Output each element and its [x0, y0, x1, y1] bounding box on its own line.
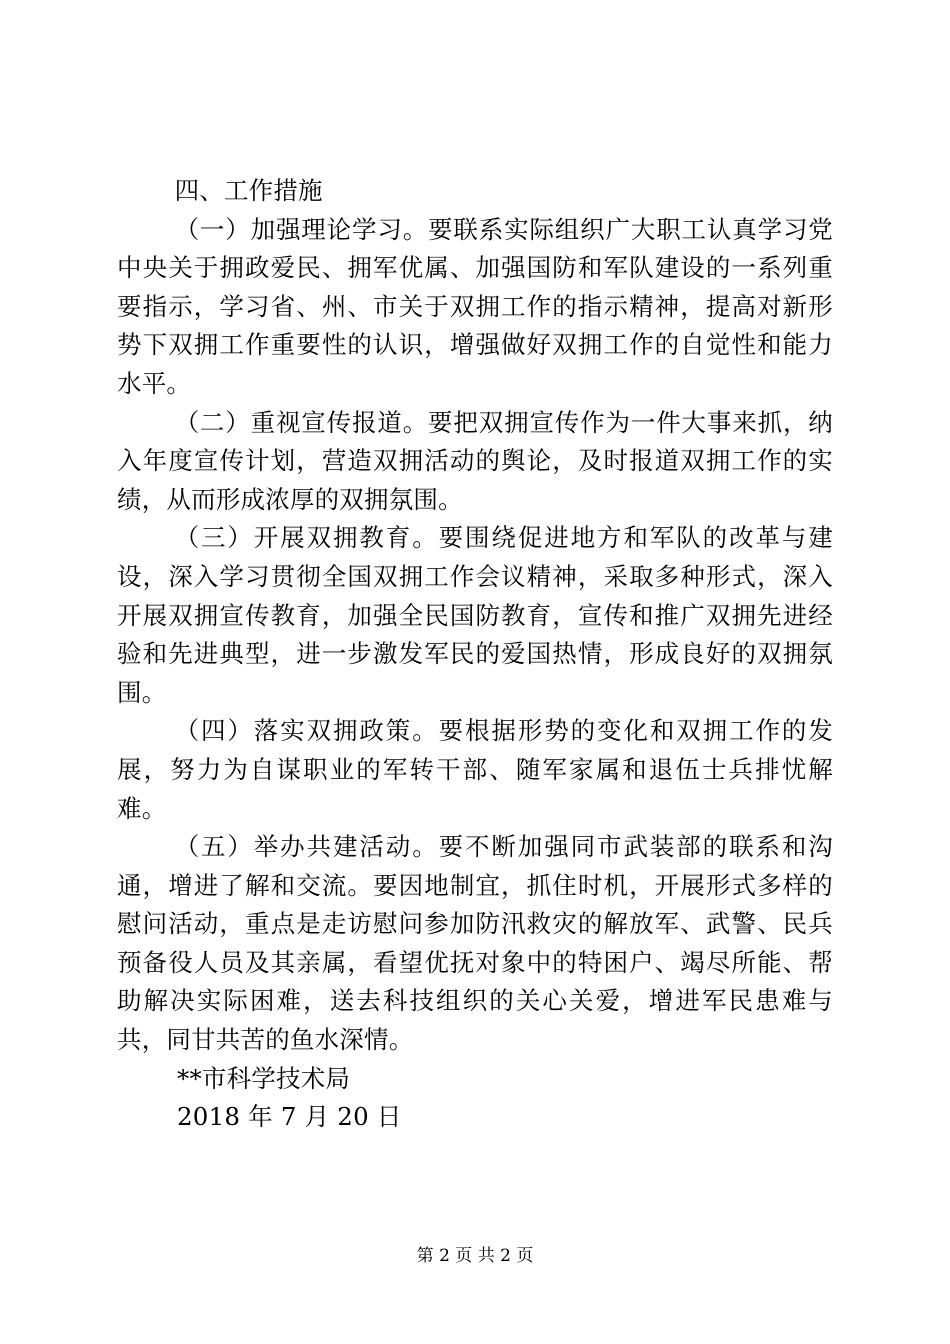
paragraph-5: （五）举办共建活动。要不断加强同市武装部的联系和沟通，增进了解和交流。要因地制宜，抓住时机，开展形式多样的慰问活动，重点是走访慰问参加防汛救灾的解放军、武警、民兵预备役人员及其亲属，看望优抚对象中的特困户、竭尽所能、帮助解决实际困难，送去科技组织的关心关爱，增进军民患难与共，同甘共苦的鱼水深情。 [117, 832, 833, 1055]
signature-organization: **市科学技术局 [177, 1063, 351, 1093]
section-heading: 四、工作措施 [174, 176, 323, 205]
paragraph-2: （二）重视宣传报道。要把双拥宣传作为一件大事来抓，纳入年度宣传计划，营造双拥活动的舆论，及时报道双拥工作的实绩，从而形成浓厚的双拥氛围。 [117, 407, 833, 514]
paragraph-1: （一）加强理论学习。要联系实际组织广大职工认真学习党中央关于拥政爱民、拥军优属、加强国防和军队建设的一系列重要指示，学习省、州、市关于双拥工作的指示精神，提高对新形势下双拥工作重要性的认识，增强做好双拥工作的自觉性和能力水平。 [117, 214, 833, 398]
signature-date: 2018 年 7 月 20 日 [177, 1102, 402, 1132]
document-body [117, 172, 833, 1137]
paragraph-3: （三）开展双拥教育。要围绕促进地方和军队的改革与建设，深入学习贯彻全国双拥工作会议精神，采取多种形式，深入开展双拥宣传教育，加强全民国防教育，宣传和推广双拥先进经验和先进典型，进一步激发军民的爱国热情，形成良好的双拥氛围。 [117, 523, 833, 707]
paragraph-4: （四）落实双拥政策。要根据形势的变化和双拥工作的发展，努力为自谋职业的军转干部、随军家属和退伍士兵排忧解难。 [117, 716, 833, 823]
page-footer: 第 2 页 共 2 页 [416, 1246, 534, 1266]
